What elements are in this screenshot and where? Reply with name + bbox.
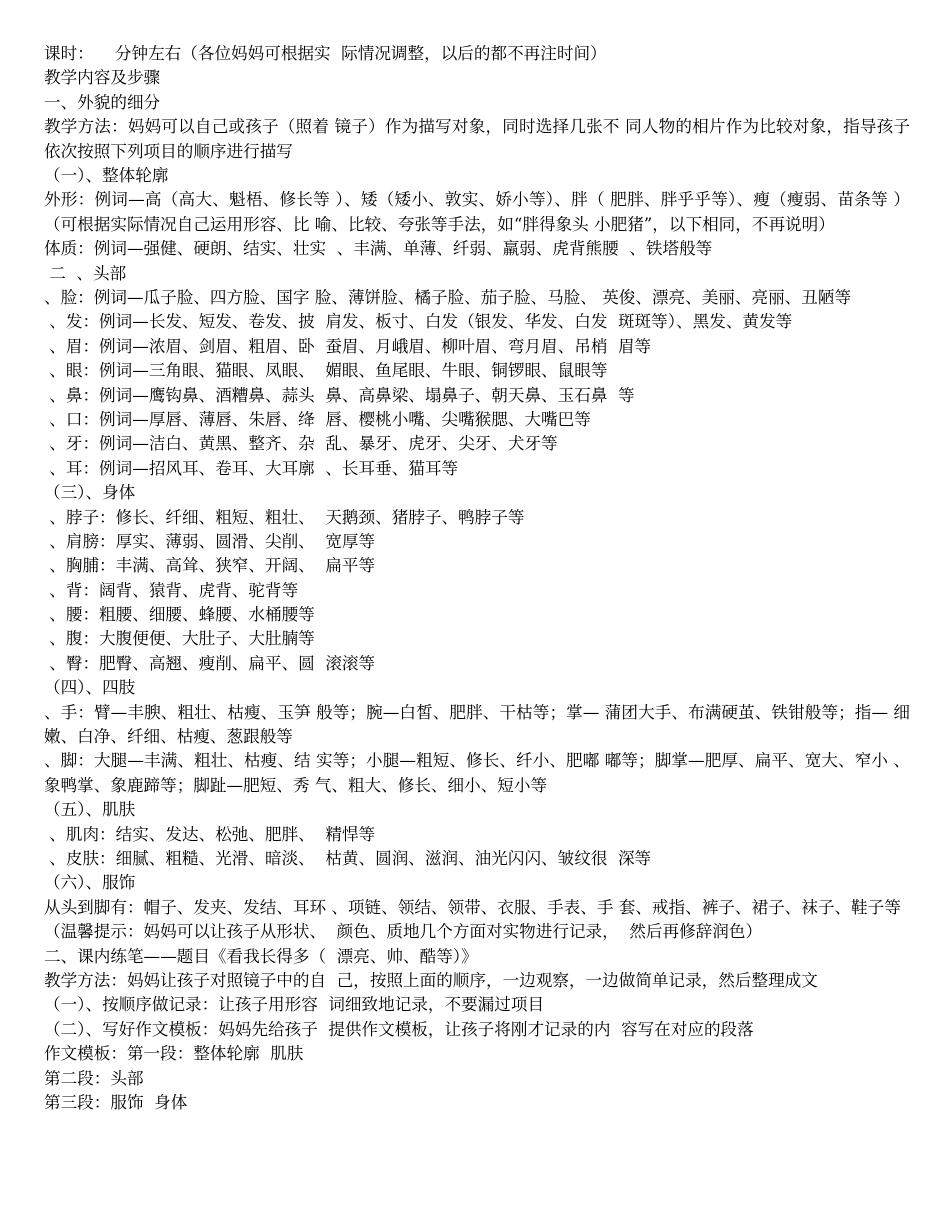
subsection-clothing: （六）、服饰 [44,873,136,893]
section-practice-heading: 二、课内练笔——题目《看我长得多（ 漂亮、帅、酷等）》 [44,946,478,966]
foot-paragraph: 、脚：大腿—丰满、粗壮、枯瘦、结 实等；小腿—粗短、修长、纤小、肥嘟 嘟等；脚掌—肥厚、扁平、宽大、窄小 、象鸭掌、象鹿蹄等；脚趾—肥短、秀 气、粗大、修长、细小、短小等 [44,751,910,795]
muscle-line: 、肌肉：结实、发达、松弛、肥胖、 精悍等 [44,824,376,844]
hand-paragraph: 、手：臂—丰腴、粗壮、枯瘦、玉笋 般等；腕—白皙、肥胖、干枯等；掌— 蒲团大手、布满硬茧、铁钳般等；指— 细嫩、白净、纤细、枯瘦、葱跟般等 [44,702,910,747]
skin-line: 、皮肤：细腻、粗糙、光滑、暗淡、 枯黄、圆润、滋润、油光闪闪、皱纹很 深等 [44,849,652,869]
belly-line: 、腹：大腹便便、大肚子、大肚腩等 [44,629,315,649]
subsection-overall-outline: （一）、整体轮廓 [44,165,169,185]
teeth-line: 、牙：例词—洁白、黄黑、整齐、杂 乱、暴牙、虎牙、尖牙、犬牙等 [44,434,558,454]
hip-line: 、臀：肥臀、高翘、瘦削、扁平、圆 滚滚等 [44,653,376,673]
back-line: 、背：阔背、猿背、虎背、驼背等 [44,580,299,600]
document-page [44,42,910,1115]
subsection-limbs: （四）、四肢 [44,678,136,698]
eye-line: 、眼：例词—三角眼、猫眼、凤眼、 媚眼、鱼尾眼、牛眼、铜锣眼、鼠眼等 [44,361,608,381]
template-paragraph-three: 第三段：服饰 身体 [44,1092,188,1112]
shape-paragraph: 外形：例词—高（高大、魁梧、修长等 ）、矮（矮小、敦实、娇小等）、胖（ 肥胖、胖乎乎等）、瘦（瘦弱、苗条等 ）（可根据实际情况自己运用形容、比 喻、比较、夸张等手法，如“胖得象头 小肥猪”，以下相同，不再说明） [44,190,910,234]
subsection-skin: （五）、肌肤 [44,800,136,820]
shoulder-line: 、肩膀：厚实、薄弱、圆滑、尖削、 宽厚等 [44,531,376,551]
essay-template-intro-line: （二）、写好作文模板：妈妈先给孩子 提供作文模板，让孩子将刚才记录的内 容写在对应的段落 [44,1019,754,1039]
clothing-paragraph: 从头到脚有：帽子、发夹、发结、耳环 、项链、领结、领带、衣服、手表、手 套、戒指、裤子、裙子、袜子、鞋子等 [44,897,901,917]
eyebrow-line: 、眉：例词—浓眉、剑眉、粗眉、卧 蚕眉、月峨眉、柳叶眉、弯月眉、吊梢 眉等 [44,336,652,356]
record-in-order-line: （一）、按顺序做记录：让孩子用形容 词细致地记录，不要漏过项目 [44,995,545,1015]
subsection-body: （三）、身体 [44,483,136,503]
hair-line: 、发：例词—长发、短发、卷发、披 肩发、板寸、白发（银发、华发、白发 斑斑等）、黑发、黄发等 [44,312,793,332]
neck-line: 、脖子：修长、纤细、粗短、粗壮、 天鹅颈、猪脖子、鸭脖子等 [44,507,525,527]
lesson-duration-line: 课时： 分钟左右（各位妈妈可根据实 际情况调整，以后的都不再注时间） [44,44,607,63]
face-paragraph: 、脸：例词—瓜子脸、四方脸、国字 脸、薄饼脸、橘子脸、茄子脸、马脸、 英俊、漂亮、美丽、亮丽、丑陋等 [44,287,852,307]
template-paragraph-one: 作文模板：第一段：整体轮廓 肌肤 [44,1044,304,1064]
practice-method-line: 教学方法：妈妈让孩子对照镜子中的自 己，按照上面的顺序，一边观察，一边做简单记录，然后整理成文 [44,971,818,990]
mouth-line: 、口：例词—厚唇、薄唇、朱唇、绛 唇、樱桃小嘴、尖嘴猴腮、大嘴巴等 [44,409,591,429]
waist-line: 、腰：粗腰、细腰、蜂腰、水桶腰等 [44,605,315,625]
physique-line: 体质：例词—强健、硬朗、结实、壮实 、丰满、单薄、纤弱、羸弱、虎背熊腰 、铁塔般等 [44,239,713,259]
ear-line: 、耳：例词—招风耳、卷耳、大耳廓 、长耳垂、猫耳等 [44,458,459,478]
nose-line: 、鼻：例词—鹰钩鼻、酒糟鼻、蒜头 鼻、高鼻梁、塌鼻子、朝天鼻、玉石鼻 等 [44,385,635,405]
chest-line: 、胸脯：丰满、高耸、狭窄、开阔、 扁平等 [44,556,376,576]
teaching-method-paragraph: 教学方法：妈妈可以自己或孩子（照着 镜子）作为描写对象，同时选择几张不 同人物的相片作为比较对象，指导孩子 依次按照下列项目的顺序进行描写 [44,117,910,161]
section-appearance-heading: 一、外貌的细分 [44,92,161,112]
template-paragraph-two: 第二段：头部 [44,1068,144,1088]
tip-line: （温馨提示：妈妈可以让孩子从形状、 颜色、质地几个方面对实物进行记录， 然后再修辞润色） [44,922,763,942]
teaching-content-heading: 教学内容及步骤 [44,68,161,88]
subsection-head: 二 、头部 [44,263,127,283]
